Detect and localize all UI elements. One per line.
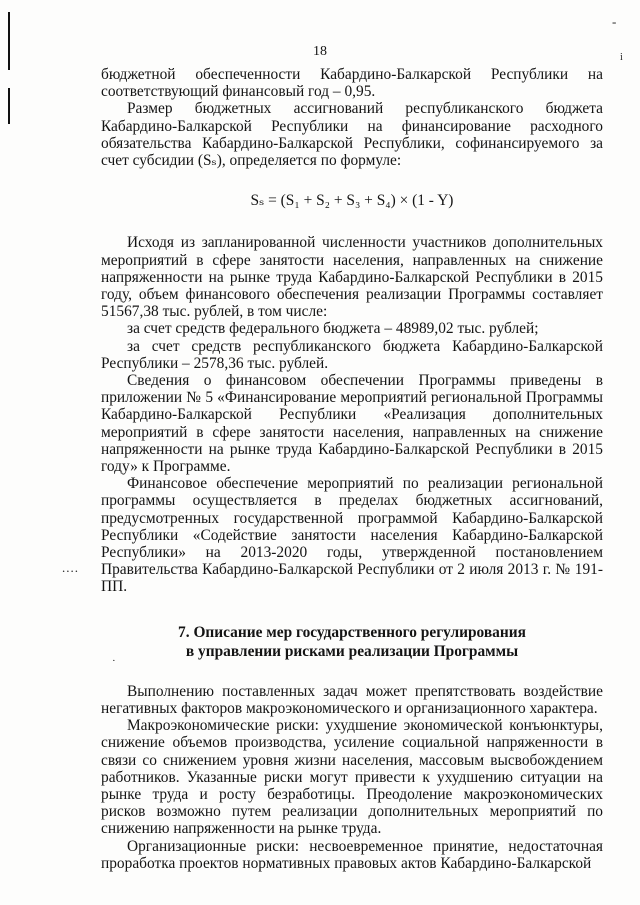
scan-edge-line (8, 88, 10, 124)
heading-line: в управлении рисками реализации Программы (185, 642, 519, 660)
paragraph: Исходя из запланированной численности участников дополнительных мероприятий в сфере занятости населения, направленных на снижение напряженности на рынке труда Кабардино-Балкарской Республики в 2015 году, объем финансового обеспечения реализации Программы составляет 51567,38 тыс. рублей, в том числе: (101, 234, 603, 321)
formula: Sₛ = (S₁ + S₂ + S₃ + S₄) × (1 - Y) (250, 192, 454, 210)
margin-mark: - (612, 14, 617, 29)
paragraph: Организационные риски: несвоевременное принятие, недостаточная проработка проектов нормативных правовых актов Кабардино-Балкарской (101, 837, 603, 872)
paragraph: за счет средств федерального бюджета – 48989,02 тыс. рублей; (127, 320, 539, 338)
margin-mark: · (112, 655, 116, 667)
page-number: 18 (313, 44, 327, 59)
paragraph: Финансовое обеспечение мероприятий по реализации региональной программы осуществляется в пределах бюджетных ассигнований, предусмотренных государственной программой Кабардино-Балкарской Республики «Содействие занятости населения Кабардино-Балкарской Республики» на 2013-2020 годы, утвержденной постановлением Правительства Кабардино-Балкарской Республики от 2 июля 2013 г. № 191-ПП. (101, 475, 603, 596)
paragraph: бюджетной обеспеченности Кабардино-Балкарской Республики на соответствующий финансовый год – 0,95. (101, 66, 603, 101)
paragraph: Размер бюджетных ассигнований республиканского бюджета Кабардино-Балкарской Республики на финансирование расходного обязательства Кабардино-Балкарской Республики, софинансируемого за счет субсидии (Sₛ), определяется по формуле: (101, 100, 603, 170)
scan-edge-line (8, 12, 10, 70)
paragraph: Выполнению поставленных задач может препятствовать воздействие негативных факторов макроэкономического и организационного характера. (101, 682, 603, 717)
paragraph: Сведения о финансовом обеспечении Программы приведены в приложении № 5 «Финансирование мероприятий региональной Программы Кабардино-Балкарской Республики «Реализация дополнительных мероприятий в сфере занятости населения, направленных на снижение напряженности на рынке труда Кабардино-Балкарской Республики в 2015 году» к Программе. (101, 372, 603, 476)
margin-mark: .... (62, 560, 79, 575)
body-text (101, 66, 603, 872)
paragraph: за счет средств республиканского бюджета Кабардино-Балкарской Республики – 2578,36 тыс. рублей. (101, 337, 603, 372)
section-heading (101, 623, 603, 661)
heading-line: 7. Описание мер государственного регулирования (178, 623, 526, 641)
paragraph: Макроэкономические риски: ухудшение экономической конъюнктуры, снижение объемов производства, усиление социальной напряженности в связи со снижением уровня жизни населения, массовым высвобождением работников. Указанные риски могут привести к ухудшению ситуации на рынке труда и росту безработицы. Преодоление макроэкономических рисков возможно путем реализации дополнительных мероприятий по снижению напряженности на рынке труда. (101, 717, 603, 838)
margin-mark: i (620, 52, 623, 63)
